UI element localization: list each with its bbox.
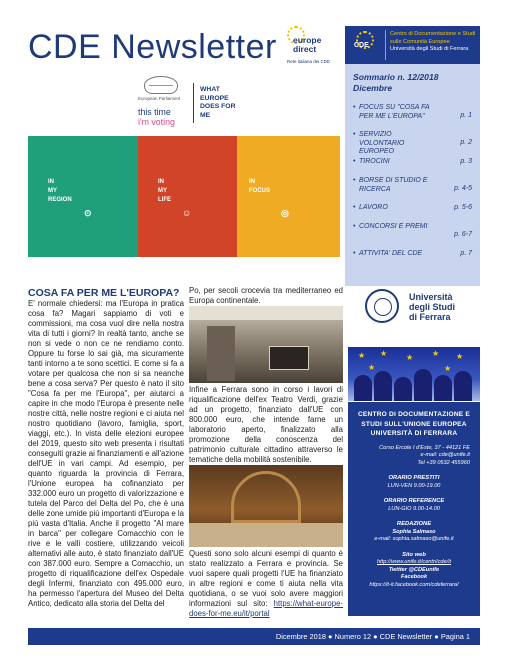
- museum-photo: [189, 306, 343, 383]
- contact-header: CENTRO DI DOCUMENTAZIONE E STUDI SULL'UNIONE EUROPEA UNIVERSITÀ DI FERRARA: [357, 411, 471, 437]
- article-title: COSA FA PER ME L'EUROPA?: [28, 287, 180, 299]
- page-footer: Dicembre 2018 ● Numero 12 ● CDE Newsletter ● Pagina 1: [28, 628, 480, 645]
- cde-header-box: [345, 26, 480, 64]
- eu-stars-people-image: ★ ★ ★ ★ ★ ★ ★: [348, 347, 480, 401]
- twitter-link[interactable]: Twitter @CDEunife: [388, 566, 440, 573]
- article-column-2-bottom: Questi sono solo alcuni esempi di quanto è stato realizzato a Ferrara e provincia. Se vuoi sapere quali progetti l'UE ha finanziato in altre regioni e come ti aiuta nella vita quotidiana, o se vuoi solo avere maggiori informazioni sul sito: https://what-europe-does-for-me.eu/it/portal: [189, 549, 343, 618]
- sito-label: Sito web: [402, 551, 426, 558]
- summary-item[interactable]: • CONCORSI E PREMI p. 6-7: [353, 223, 472, 250]
- redazione-label: REDAZIONE: [396, 521, 432, 527]
- university-seal-icon: [365, 289, 399, 323]
- summary-item[interactable]: • BORSE DI STUDIO E RICERCA p. 4-5: [353, 177, 472, 204]
- cde-header-text: Centro di Documentazione e Studi sulle Comunità Europee Università degli Studi di Ferrara: [390, 31, 476, 52]
- summary-item[interactable]: • TIROCINI p. 3: [353, 158, 472, 177]
- article-column-2-top: Po, per secoli crocevia tra mediterraneo ed Europa continentale.: [189, 286, 343, 305]
- article-column-1: E' normale chiedersi: ma l'Europa in pratica cosa fa? Magari sappiamo di voti e commissioni, ma cosa vuol dire nella nostra vita di tutti i giorni? In realtà tanto, anche se non si vede o non ce ne rendiamo conto. Oppure tu forse lo sai già, ma sicuramente tanti intorno a te sono scettici. E come si fa a votare per qualcosa che non si sa neanche bene a cosa serva? Per questo è nato il sito "Cosa fa per me l'Europa", per aiutarci a capire in che modo l'Europa è presente nelle nostre città, nelle nostre regioni e ci aiuta nel nostro quotidiano (lavoro, famiglia, sport, viaggi, etc.). In vista delle elezioni europee del 2019, questo sito web presenta i risultati conseguiti grazie ai finanziamenti e all'azione dell'UE in vari campi. Ad esempio, per quanto riguarda la provincia di Ferrara, l'Unione europea ha cofinanziato per 332.000 euro un progetto di valorizzazione e tutela del Parco del Delta del Po, che è una delle zone umide più importanti d'Europa e la più vasta d'Italia. Anche il progetto "Al mare in barca" per collegare Comacchio con le rive e le valli costiere, utilizzando veicoli alternativi alle auto, è stato finanziato dall'UE con 387.000 euro. Sempre a Comacchio, un progetto di riqualificazione dell'ex Ospedale degli Infermi, finanziato con 495.000 euro, ha permesso l'apertura del Museo del Delta Antico, dedicato alla storia del Delta del: [28, 299, 184, 608]
- summary-item[interactable]: • LAVORO p. 5-6: [353, 204, 472, 223]
- parliament-hemicycle-icon: [144, 76, 178, 94]
- article-column-2-middle: Infine a Ferrara sono in corso i lavori di riqualificazione dell'ex Teatro Verdi, grazie ad un progetto, finanziato dall'UE con 800.000 euro, che intende farne un laboratorio aperto, finalizzato alla promozione della conoscenza del patrimonio culturale cittadino attraverso le tematiche della mobilità sostenibile.: [189, 385, 343, 464]
- tile-in-focus: IN FOCUS ◎: [237, 136, 340, 257]
- teatro-verdi-photo: [189, 465, 343, 547]
- summary-item[interactable]: • SERVIZIO VOLONTARIO EUROPEO p. 2: [353, 131, 472, 158]
- summary-item[interactable]: • ATTIVITA' DEL CDE p. 7: [353, 250, 472, 269]
- unife-logo: Università degli Studi di Ferrara: [365, 289, 485, 329]
- contact-address: Corso Ercole I d'Este, 37 - 44121 FE e-mail: cde@unife.it Tel +39 0532 455960: [379, 444, 470, 466]
- european-parliament-logo: European Parliament: [138, 76, 190, 104]
- facebook-label: Facebook: [400, 574, 428, 580]
- europe-direct-logo: [287, 26, 335, 70]
- sito-link[interactable]: http://www.unife.it/centri/cde/it: [377, 559, 451, 565]
- this-time-im-voting: this time i'm voting: [138, 107, 175, 127]
- europe-direct-label: europe direct: [293, 35, 322, 54]
- summary-title: Sommario n. 12/2018 Dicembre: [353, 72, 439, 93]
- tile-in-my-life: IN MY LIFE ☺: [138, 136, 237, 257]
- location-pin-icon: ⊙: [84, 208, 92, 218]
- face-icon: ☺: [182, 208, 192, 218]
- redazione-email[interactable]: e-mail: sophia.salmaso@unife.it: [374, 536, 454, 542]
- summary-item[interactable]: • FOCUS SU "COSA FA PER ME L'EUROPA" p. 1: [353, 104, 472, 131]
- focus-icon: ◎: [281, 208, 289, 218]
- orario-prestiti: LUN-VEN 9.00-19.00: [387, 482, 441, 489]
- portal-link[interactable]: https://what-europe-does-for-me.eu/it/portal: [189, 599, 343, 618]
- what-europe-does-for-me-logo: WHAT EUROPE DOES FOR ME: [200, 86, 236, 119]
- cde-badge: CDE: [354, 42, 369, 49]
- contact-box: [348, 402, 480, 616]
- orario-reference-label: ORARIO REFERENCE: [383, 498, 445, 504]
- orario-reference: LUN-GIO 9.00-14.00: [388, 505, 440, 512]
- tile-in-my-region: IN MY REGION ⊙: [28, 136, 138, 257]
- orario-prestiti-label: ORARIO PRESTITI: [388, 475, 440, 481]
- newsletter-title: CDE Newsletter: [28, 28, 277, 66]
- facebook-link[interactable]: https://it-it.facebook.com/cdeferrara/: [369, 581, 459, 588]
- divider: [193, 83, 194, 123]
- eu-flag-icon: [350, 29, 380, 61]
- europe-direct-network: Rete italiana dei CDE: [287, 59, 331, 64]
- summary-box: [345, 64, 480, 286]
- redazione-name: Sophia Salmaso: [392, 528, 436, 535]
